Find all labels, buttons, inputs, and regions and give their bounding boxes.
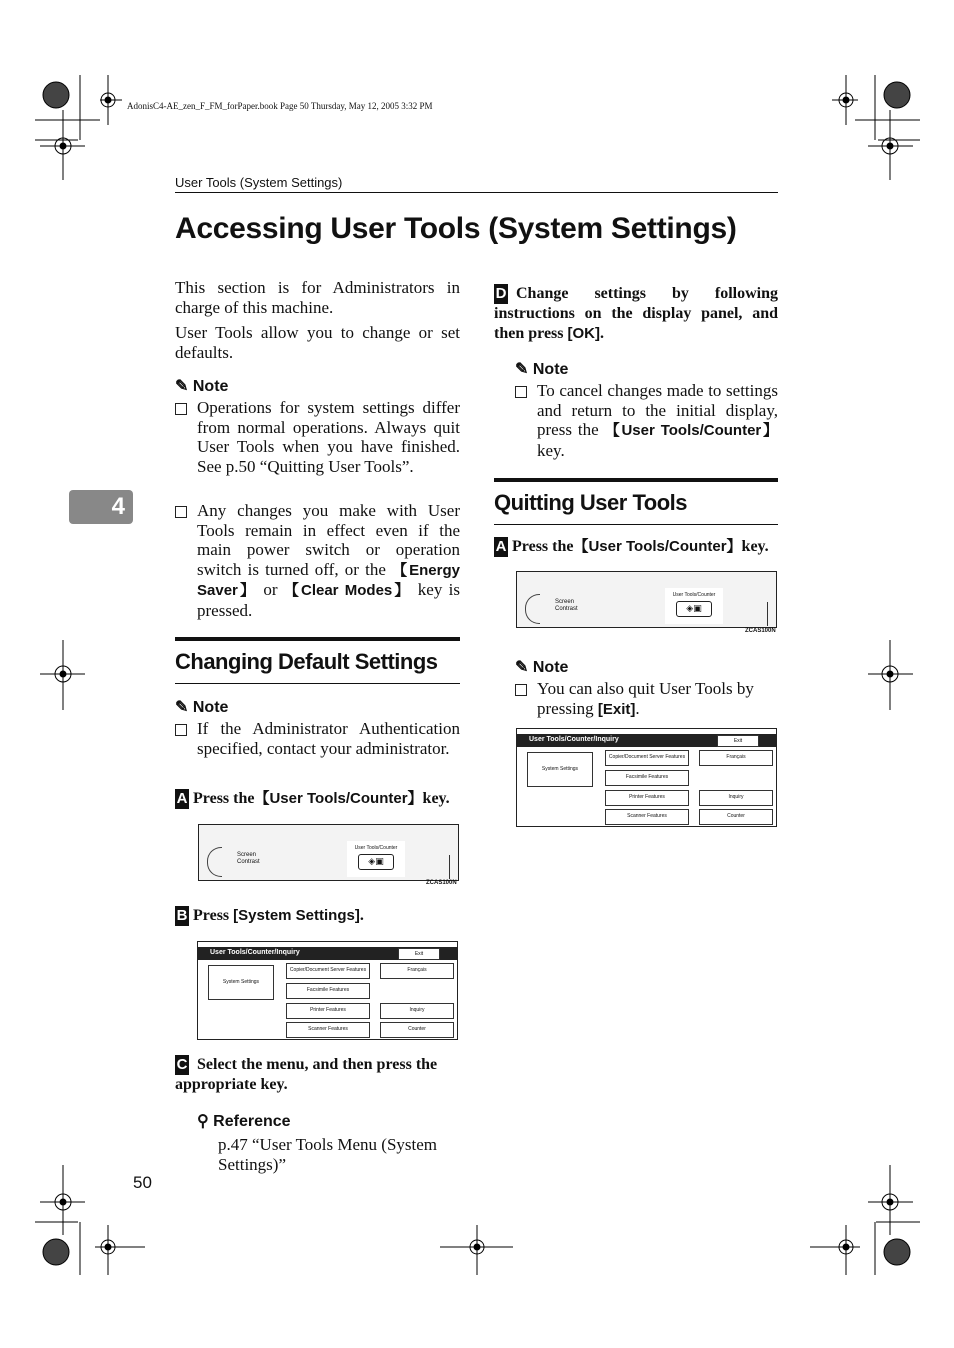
figure-code: ZCAS100N: [745, 628, 776, 634]
step-4-pre: Change settings by following instructions on the display panel, and then press: [494, 285, 778, 342]
panel-dial-icon: [207, 847, 222, 877]
step-number-1: A: [495, 538, 507, 555]
step-number-4: D: [495, 285, 507, 302]
step-4: [494, 284, 778, 344]
menu-title: User Tools/Counter/Inquiry: [529, 736, 619, 743]
copier-button[interactable]: Copier/Document Server Features: [286, 963, 370, 979]
pencil-icon: ✎: [175, 699, 189, 716]
scanner-button[interactable]: Scanner Features: [605, 809, 689, 825]
note-label: Note: [192, 699, 229, 716]
note-label: Note: [532, 361, 569, 378]
copier-button[interactable]: Copier/Document Server Features: [605, 750, 689, 766]
note-item-2-text-b: key is pressed.: [197, 580, 461, 620]
user-tools-key-button[interactable]: ◈▣: [676, 601, 712, 617]
pencil-icon: ✎: [515, 659, 529, 676]
printer-button[interactable]: Printer Features: [605, 790, 689, 806]
user-tools-counter-key: 【User Tools/Counter】: [573, 538, 742, 555]
note-label: Note: [192, 378, 229, 395]
scanner-button[interactable]: Scanner Features: [286, 1022, 370, 1038]
reference-text: p.47 “User Tools Menu (System Settings)”: [218, 1135, 438, 1174]
figure-code: ZCAS100N: [426, 880, 457, 886]
header-rule: [175, 192, 778, 193]
step-2-pre: Press: [193, 907, 230, 924]
language-button[interactable]: Français: [380, 963, 454, 979]
checkbox-bullet-icon: [175, 724, 187, 736]
note-item-2: [175, 501, 460, 621]
right-note-1-text-b: key.: [537, 440, 565, 460]
checkbox-bullet-icon: [175, 403, 187, 415]
checkbox-bullet-icon: [175, 506, 187, 518]
section-quitting-user-tools: [494, 478, 778, 525]
exit-key: [Exit]: [597, 700, 636, 718]
user-tools-counter-key: 【User Tools/Counter】: [254, 790, 423, 807]
chapter-tab-number: 4: [111, 493, 125, 520]
menu-title-bar: [198, 947, 457, 960]
energy-saver-key: 【Energy Saver】: [197, 561, 460, 600]
exit-button[interactable]: Exit: [717, 735, 759, 747]
running-header: User Tools (System Settings): [175, 175, 343, 190]
pencil-icon: ✎: [175, 378, 189, 395]
user-tools-key-area: [347, 841, 405, 877]
step-1-pre: Press the: [193, 790, 255, 807]
chapter-tab: [69, 490, 133, 524]
note-label: Note: [532, 659, 569, 676]
note-heading: [175, 376, 228, 396]
step-number-1: A: [176, 790, 188, 807]
inquiry-button[interactable]: Inquiry: [699, 790, 773, 806]
note-item-2-text-a: Any changes you make with User Tools remain in effect even if the main power switch or operation switch is turned off, or the: [197, 501, 460, 579]
section-note-text: If the Administrator Authentication specified, contact your administrator.: [197, 719, 460, 758]
clear-modes-key: 【Clear Modes】: [283, 582, 412, 600]
system-settings-button[interactable]: [208, 965, 274, 1000]
step-2-post: .: [359, 907, 364, 924]
step-1: [175, 787, 465, 809]
quit-step-1-post: key.: [741, 538, 769, 555]
menu-screen-illustration: [516, 728, 777, 827]
right-note-1-text-a: To cancel changes made to settings and return to the initial display, press the: [537, 381, 778, 440]
magnifier-icon: ⚲: [197, 1113, 209, 1130]
step-number-2: B: [176, 907, 188, 924]
printer-button[interactable]: Printer Features: [286, 1003, 370, 1019]
intro-paragraph-2: User Tools allow you to change or set defaults.: [175, 323, 460, 362]
user-tools-key-label: User Tools/Counter: [354, 845, 398, 851]
menu-title-bar: [517, 734, 776, 747]
user-tools-key-button[interactable]: ◈▣: [358, 854, 394, 870]
exit-button[interactable]: Exit: [398, 948, 440, 960]
page-title: Accessing User Tools (System Settings): [175, 212, 737, 245]
facsimile-button[interactable]: Facsimile Features: [286, 983, 370, 999]
note-item-2-or: or: [263, 580, 278, 600]
quit-step-1-pre: Press the: [512, 538, 574, 555]
right-note-heading: [515, 359, 568, 379]
intro-paragraph-1: This section is for Administrators in charge of this machine.: [175, 278, 460, 317]
user-tools-key-label: User Tools/Counter: [672, 592, 716, 598]
step-4-post: .: [600, 325, 604, 342]
step-1-post: key.: [422, 790, 450, 807]
panel-edge-line: [449, 855, 450, 879]
checkbox-bullet-icon: [515, 684, 527, 696]
inquiry-button[interactable]: Inquiry: [380, 1003, 454, 1019]
reference-label: Reference: [213, 1113, 291, 1130]
control-panel-illustration: [198, 824, 459, 881]
reference-heading: [197, 1111, 291, 1131]
user-tools-counter-key: 【User Tools/Counter】: [604, 422, 778, 440]
control-panel-illustration: [516, 571, 777, 628]
right-note-item-1: [515, 381, 778, 460]
quit-note-text-b: .: [635, 698, 640, 718]
quit-step-1: [494, 535, 784, 557]
system-settings-label: System Settings: [222, 979, 260, 985]
section-note-item: [175, 719, 460, 758]
section-heading-changing: Changing Default Settings: [175, 649, 438, 674]
page-number: 50: [133, 1173, 152, 1192]
checkbox-bullet-icon: [515, 386, 527, 398]
menu-title: User Tools/Counter/Inquiry: [210, 949, 300, 956]
quit-note-text-a: You can also quit User Tools by pressing: [537, 679, 754, 718]
note-item-1: [175, 398, 460, 476]
step-number-3: C: [176, 1056, 188, 1073]
user-tools-key-area: [665, 588, 723, 624]
step-3-text: Select the menu, and then press the appropriate key.: [175, 1056, 438, 1093]
section-note-heading: [175, 697, 228, 717]
facsimile-button[interactable]: Facsimile Features: [605, 770, 689, 786]
language-button[interactable]: Français: [699, 750, 773, 766]
system-settings-label: System Settings: [541, 766, 579, 772]
quit-note-item: [515, 679, 778, 719]
counter-button[interactable]: Counter: [699, 809, 773, 825]
step-2: [175, 906, 465, 926]
note-item-1-text: Operations for system settings differ from normal operations. Always quit User Tools when you have finished. See p.50 “Quitting User Tools”.: [197, 398, 460, 476]
quit-note-heading: [515, 657, 568, 677]
screen-contrast-label: Screen Contrast: [237, 852, 260, 865]
step-3: [175, 1055, 460, 1095]
system-settings-button[interactable]: [527, 752, 593, 787]
panel-dial-icon: [525, 594, 540, 624]
print-header: AdonisC4-AE_zen_F_FM_forPaper.book Page 50 Thursday, May 12, 2005 3:32 PM: [127, 101, 433, 111]
section-changing-default-settings: [175, 637, 460, 684]
section-heading-quitting: Quitting User Tools: [494, 490, 687, 515]
pencil-icon: ✎: [515, 361, 529, 378]
system-settings-key: [System Settings]: [233, 907, 360, 924]
ok-key: [OK]: [567, 325, 600, 342]
menu-screen-illustration: [197, 941, 458, 1040]
counter-button[interactable]: Counter: [380, 1022, 454, 1038]
panel-edge-line: [767, 602, 768, 626]
screen-contrast-label: Screen Contrast: [555, 599, 578, 612]
